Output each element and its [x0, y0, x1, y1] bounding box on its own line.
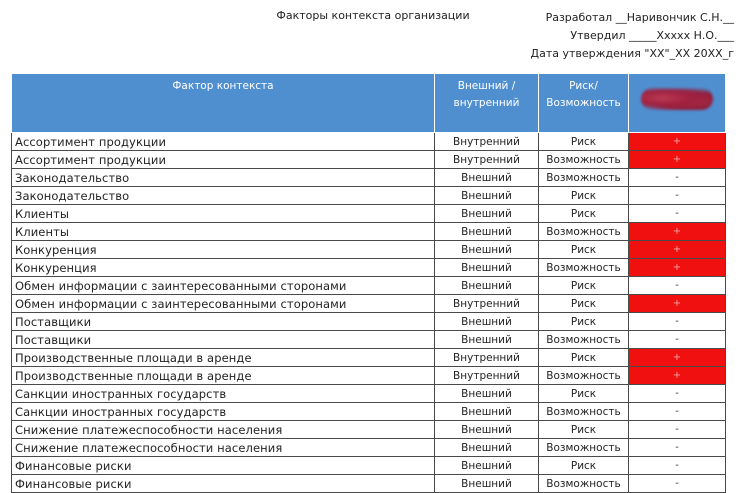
type-cell: Внутренний — [435, 151, 539, 169]
kind-cell: Возможность — [539, 475, 629, 493]
table-row — [12, 457, 726, 475]
table-row — [12, 277, 726, 295]
type-cell: Внешний — [435, 223, 539, 241]
header-significance — [629, 74, 726, 133]
significance-cell: + — [629, 367, 726, 385]
type-cell: Внешний — [435, 475, 539, 493]
table-row — [12, 367, 726, 385]
significance-cell: + — [629, 349, 726, 367]
factor-cell: Поставщики — [12, 331, 435, 349]
significance-cell: - — [629, 475, 726, 493]
significance-cell: - — [629, 277, 726, 295]
type-cell: Внешний — [435, 421, 539, 439]
type-cell: Внешний — [435, 457, 539, 475]
kind-cell: Риск — [539, 295, 629, 313]
table-row — [12, 151, 726, 169]
kind-cell: Возможность — [539, 151, 629, 169]
kind-cell: Риск — [539, 457, 629, 475]
redacted-mark — [641, 88, 713, 110]
factor-cell: Ассортимент продукции — [12, 133, 435, 151]
approved-by: Утвердил _____Ххххх Н.О.___ — [570, 29, 734, 42]
table-row — [12, 169, 726, 187]
type-cell: Внешний — [435, 169, 539, 187]
approval-date: Дата утверждения "ХХ"_ХХ 20ХХ_г — [530, 47, 734, 60]
table-row — [12, 385, 726, 403]
page-title: Факторы контекста организации — [276, 9, 470, 22]
table-row — [12, 349, 726, 367]
factor-cell: Конкуренция — [12, 241, 435, 259]
table-row — [12, 313, 726, 331]
kind-cell: Возможность — [539, 259, 629, 277]
factor-cell: Производственные площади в аренде — [12, 349, 435, 367]
header-kind — [539, 74, 629, 133]
kind-cell: Риск — [539, 385, 629, 403]
significance-cell: - — [629, 205, 726, 223]
factor-cell: Обмен информации с заинтересованными сторонами — [12, 295, 435, 313]
type-cell: Внешний — [435, 241, 539, 259]
factor-cell: Финансовые риски — [12, 457, 435, 475]
significance-cell: + — [629, 133, 726, 151]
table-row — [12, 421, 726, 439]
kind-cell: Возможность — [539, 223, 629, 241]
factor-cell: Законодательство — [12, 187, 435, 205]
significance-cell: - — [629, 385, 726, 403]
significance-cell: + — [629, 151, 726, 169]
table-row — [12, 331, 726, 349]
developed-by: Разработал __Наривончик С.Н.__ — [545, 11, 734, 24]
header-kind-label: Риск/ Возможность — [546, 80, 621, 109]
table-row — [12, 133, 726, 151]
approval-block — [531, 9, 734, 63]
factor-cell: Обмен информации с заинтересованными сторонами — [12, 277, 435, 295]
factor-cell: Производственные площади в аренде — [12, 367, 435, 385]
significance-cell: + — [629, 223, 726, 241]
significance-cell: + — [629, 241, 726, 259]
type-cell: Внешний — [435, 403, 539, 421]
table-row — [12, 439, 726, 457]
type-cell: Внешний — [435, 313, 539, 331]
table-header-row — [12, 74, 726, 133]
factor-cell: Клиенты — [12, 223, 435, 241]
kind-cell: Возможность — [539, 403, 629, 421]
type-cell: Внешний — [435, 385, 539, 403]
kind-cell: Возможность — [539, 439, 629, 457]
significance-cell: - — [629, 187, 726, 205]
factor-cell: Финансовые риски — [12, 475, 435, 493]
type-cell: Внутренний — [435, 367, 539, 385]
table-row — [12, 403, 726, 421]
type-cell: Внешний — [435, 187, 539, 205]
kind-cell: Риск — [539, 205, 629, 223]
factor-cell: Законодательство — [12, 169, 435, 187]
factor-cell: Санкции иностранных государств — [12, 403, 435, 421]
kind-cell: Риск — [539, 133, 629, 151]
factor-cell: Клиенты — [12, 205, 435, 223]
factor-cell: Снижение платежеспособности населения — [12, 439, 435, 457]
kind-cell: Риск — [539, 241, 629, 259]
type-cell: Внешний — [435, 439, 539, 457]
context-factors-table — [11, 73, 726, 493]
type-cell: Внутренний — [435, 349, 539, 367]
factor-cell: Поставщики — [12, 313, 435, 331]
kind-cell: Возможность — [539, 367, 629, 385]
type-cell: Внешний — [435, 331, 539, 349]
significance-cell: - — [629, 169, 726, 187]
kind-cell: Риск — [539, 187, 629, 205]
header-type — [435, 74, 539, 133]
factor-cell: Санкции иностранных государств — [12, 385, 435, 403]
kind-cell: Риск — [539, 349, 629, 367]
table-row — [12, 259, 726, 277]
kind-cell: Возможность — [539, 169, 629, 187]
factor-cell: Ассортимент продукции — [12, 151, 435, 169]
table-body — [12, 133, 726, 493]
type-cell: Внешний — [435, 205, 539, 223]
significance-cell: - — [629, 331, 726, 349]
table-row — [12, 241, 726, 259]
header-factor: Фактор контекста — [12, 74, 435, 133]
type-cell: Внутренний — [435, 133, 539, 151]
significance-cell: - — [629, 421, 726, 439]
factor-cell: Конкуренция — [12, 259, 435, 277]
table-row — [12, 187, 726, 205]
significance-cell: - — [629, 313, 726, 331]
type-cell: Внешний — [435, 277, 539, 295]
significance-cell: - — [629, 439, 726, 457]
type-cell: Внешний — [435, 259, 539, 277]
table-row — [12, 205, 726, 223]
table-row — [12, 295, 726, 313]
kind-cell: Риск — [539, 421, 629, 439]
significance-cell: + — [629, 295, 726, 313]
type-cell: Внутренний — [435, 295, 539, 313]
table-row — [12, 223, 726, 241]
kind-cell: Риск — [539, 313, 629, 331]
header-type-label: Внешний / внутренний — [453, 80, 520, 109]
factor-cell: Снижение платежеспособности населения — [12, 421, 435, 439]
significance-cell: + — [629, 259, 726, 277]
table-row — [12, 475, 726, 493]
significance-cell: - — [629, 457, 726, 475]
kind-cell: Возможность — [539, 331, 629, 349]
kind-cell: Риск — [539, 277, 629, 295]
significance-cell: - — [629, 403, 726, 421]
